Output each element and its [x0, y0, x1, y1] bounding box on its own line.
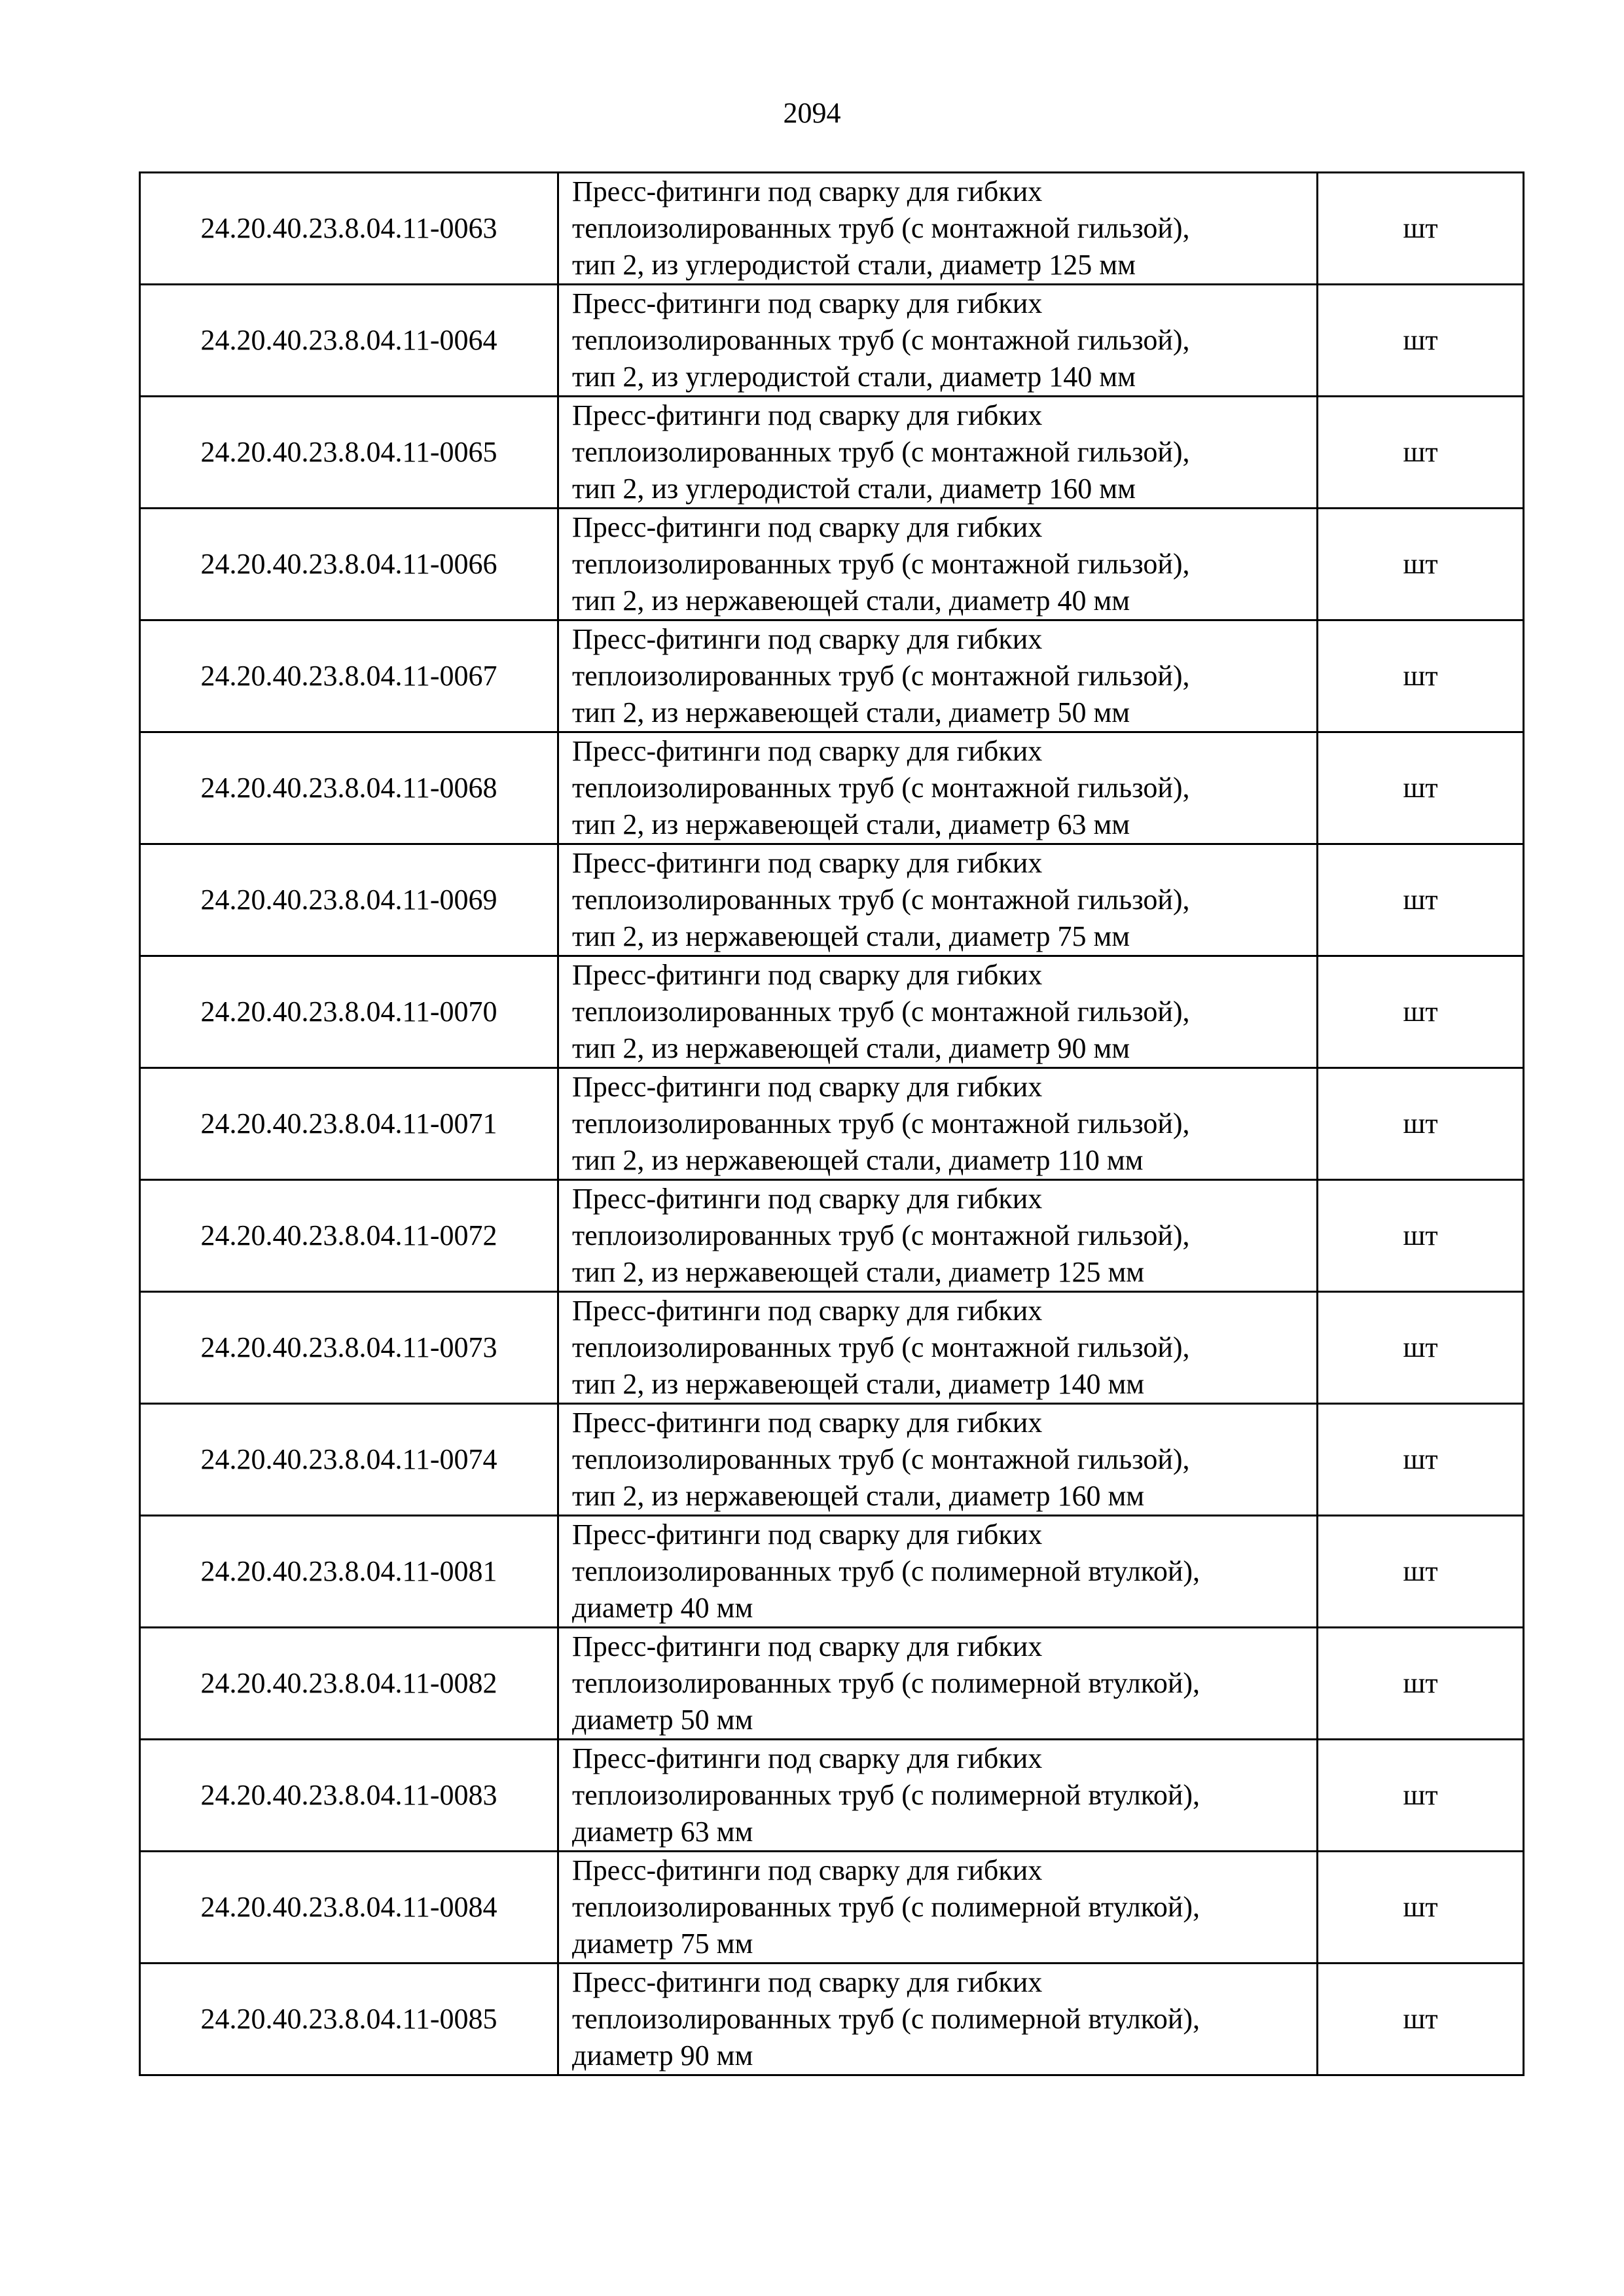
resource-table — [139, 171, 1525, 2076]
row-unit: шт — [1318, 397, 1524, 509]
row-unit: шт — [1318, 285, 1524, 397]
row-unit: шт — [1318, 956, 1524, 1068]
description-line: тип 2, из нержавеющей стали, диаметр 75 мм — [572, 920, 1130, 952]
description-line: Пресс-фитинги под сварку для гибких — [572, 1407, 1043, 1439]
table-row — [140, 620, 1524, 732]
row-unit: шт — [1318, 732, 1524, 844]
description-line: теплоизолированных труб (с монтажной гильзой), — [572, 548, 1190, 580]
row-description — [558, 844, 1318, 956]
table-row — [140, 397, 1524, 509]
description-line: тип 2, из углеродистой стали, диаметр 125 мм — [572, 249, 1136, 281]
table-row — [140, 1404, 1524, 1516]
row-description — [558, 1628, 1318, 1740]
description-line: тип 2, из нержавеющей стали, диаметр 90 мм — [572, 1032, 1130, 1064]
description-line: теплоизолированных труб (с полимерной втулкой), — [572, 2003, 1200, 2035]
table-row — [140, 1852, 1524, 1964]
row-code: 24.20.40.23.8.04.11-0081 — [140, 1516, 558, 1628]
description-line: теплоизолированных труб (с монтажной гильзой), — [572, 996, 1190, 1028]
row-code: 24.20.40.23.8.04.11-0063 — [140, 173, 558, 285]
description-line: диаметр 75 мм — [572, 1928, 753, 1960]
description-line: Пресс-фитинги под сварку для гибких — [572, 1071, 1043, 1103]
description-line: диаметр 63 мм — [572, 1816, 753, 1848]
table-row — [140, 509, 1524, 620]
row-code: 24.20.40.23.8.04.11-0073 — [140, 1292, 558, 1404]
row-description — [558, 1404, 1318, 1516]
table-row — [140, 173, 1524, 285]
description-line: теплоизолированных труб (с полимерной втулкой), — [572, 1667, 1200, 1699]
description-line: диаметр 40 мм — [572, 1592, 753, 1624]
description-line: теплоизолированных труб (с монтажной гильзой), — [572, 212, 1190, 244]
description-line: Пресс-фитинги под сварку для гибких — [572, 511, 1043, 543]
table-row — [140, 285, 1524, 397]
row-code: 24.20.40.23.8.04.11-0083 — [140, 1740, 558, 1852]
description-line: Пресс-фитинги под сварку для гибких — [572, 847, 1043, 879]
description-line: диаметр 90 мм — [572, 2039, 753, 2072]
description-line: теплоизолированных труб (с монтажной гильзой), — [572, 772, 1190, 804]
row-description — [558, 1292, 1318, 1404]
table-body — [140, 173, 1524, 2075]
description-line: тип 2, из нержавеющей стали, диаметр 110 мм — [572, 1144, 1144, 1176]
description-line: теплоизолированных труб (с монтажной гильзой), — [572, 1443, 1190, 1475]
page-number: 2094 — [783, 97, 841, 129]
row-description — [558, 173, 1318, 285]
row-description — [558, 1068, 1318, 1180]
description-line: теплоизолированных труб (с монтажной гильзой), — [572, 1219, 1190, 1251]
description-line: тип 2, из углеродистой стали, диаметр 160 мм — [572, 473, 1136, 505]
table-row — [140, 1068, 1524, 1180]
table-row — [140, 732, 1524, 844]
row-unit: шт — [1318, 1068, 1524, 1180]
table-row — [140, 1516, 1524, 1628]
row-description — [558, 732, 1318, 844]
row-description — [558, 509, 1318, 620]
table-row — [140, 1964, 1524, 2075]
description-line: теплоизолированных труб (с монтажной гильзой), — [572, 1107, 1190, 1139]
table-row — [140, 1740, 1524, 1852]
row-unit: шт — [1318, 620, 1524, 732]
row-code: 24.20.40.23.8.04.11-0068 — [140, 732, 558, 844]
description-line: теплоизолированных труб (с полимерной втулкой), — [572, 1891, 1200, 1923]
description-line: теплоизолированных труб (с полимерной втулкой), — [572, 1555, 1200, 1587]
description-line: Пресс-фитинги под сварку для гибких — [572, 1518, 1043, 1551]
row-description — [558, 1740, 1318, 1852]
row-unit: шт — [1318, 1852, 1524, 1964]
description-line: тип 2, из нержавеющей стали, диаметр 40 мм — [572, 584, 1130, 617]
row-unit: шт — [1318, 844, 1524, 956]
row-description — [558, 1964, 1318, 2075]
row-description — [558, 1516, 1318, 1628]
description-line: Пресс-фитинги под сварку для гибких — [572, 1295, 1043, 1327]
description-line: теплоизолированных труб (с монтажной гильзой), — [572, 660, 1190, 692]
row-code: 24.20.40.23.8.04.11-0074 — [140, 1404, 558, 1516]
row-description — [558, 397, 1318, 509]
table-row — [140, 956, 1524, 1068]
row-unit: шт — [1318, 509, 1524, 620]
row-code: 24.20.40.23.8.04.11-0065 — [140, 397, 558, 509]
row-code: 24.20.40.23.8.04.11-0070 — [140, 956, 558, 1068]
description-line: Пресс-фитинги под сварку для гибких — [572, 1183, 1043, 1215]
table-row — [140, 1292, 1524, 1404]
description-line: Пресс-фитинги под сварку для гибких — [572, 1742, 1043, 1774]
description-line: тип 2, из нержавеющей стали, диаметр 125 мм — [572, 1256, 1145, 1288]
row-description — [558, 1180, 1318, 1292]
description-line: теплоизолированных труб (с монтажной гильзой), — [572, 1331, 1190, 1363]
description-line: диаметр 50 мм — [572, 1704, 753, 1736]
row-unit: шт — [1318, 1404, 1524, 1516]
description-line: Пресс-фитинги под сварку для гибких — [572, 735, 1043, 767]
description-line: тип 2, из нержавеющей стали, диаметр 140 мм — [572, 1368, 1145, 1400]
description-line: тип 2, из нержавеющей стали, диаметр 63 мм — [572, 808, 1130, 840]
row-description — [558, 956, 1318, 1068]
description-line: тип 2, из углеродистой стали, диаметр 140 мм — [572, 361, 1136, 393]
row-description — [558, 620, 1318, 732]
description-line: теплоизолированных труб (с монтажной гильзой), — [572, 436, 1190, 468]
row-description — [558, 285, 1318, 397]
row-unit: шт — [1318, 1292, 1524, 1404]
description-line: теплоизолированных труб (с монтажной гильзой), — [572, 884, 1190, 916]
description-line: тип 2, из нержавеющей стали, диаметр 160 мм — [572, 1480, 1145, 1512]
table-row — [140, 1180, 1524, 1292]
row-unit: шт — [1318, 1740, 1524, 1852]
row-code: 24.20.40.23.8.04.11-0084 — [140, 1852, 558, 1964]
description-line: Пресс-фитинги под сварку для гибких — [572, 399, 1043, 431]
row-code: 24.20.40.23.8.04.11-0072 — [140, 1180, 558, 1292]
description-line: теплоизолированных труб (с монтажной гильзой), — [572, 324, 1190, 356]
description-line: Пресс-фитинги под сварку для гибких — [572, 175, 1043, 207]
table-row — [140, 844, 1524, 956]
row-unit: шт — [1318, 1964, 1524, 2075]
description-line: Пресс-фитинги под сварку для гибких — [572, 1966, 1043, 1998]
row-code: 24.20.40.23.8.04.11-0069 — [140, 844, 558, 956]
row-code: 24.20.40.23.8.04.11-0066 — [140, 509, 558, 620]
table-row — [140, 1628, 1524, 1740]
description-line: Пресс-фитинги под сварку для гибких — [572, 959, 1043, 991]
description-line: Пресс-фитинги под сварку для гибких — [572, 287, 1043, 319]
description-line: теплоизолированных труб (с полимерной втулкой), — [572, 1779, 1200, 1811]
row-code: 24.20.40.23.8.04.11-0082 — [140, 1628, 558, 1740]
row-code: 24.20.40.23.8.04.11-0067 — [140, 620, 558, 732]
row-code: 24.20.40.23.8.04.11-0071 — [140, 1068, 558, 1180]
description-line: тип 2, из нержавеющей стали, диаметр 50 мм — [572, 696, 1130, 728]
row-unit: шт — [1318, 1516, 1524, 1628]
row-description — [558, 1852, 1318, 1964]
row-code: 24.20.40.23.8.04.11-0085 — [140, 1964, 558, 2075]
row-unit: шт — [1318, 173, 1524, 285]
description-line: Пресс-фитинги под сварку для гибких — [572, 623, 1043, 655]
row-code: 24.20.40.23.8.04.11-0064 — [140, 285, 558, 397]
row-unit: шт — [1318, 1628, 1524, 1740]
row-unit: шт — [1318, 1180, 1524, 1292]
description-line: Пресс-фитинги под сварку для гибких — [572, 1630, 1043, 1662]
description-line: Пресс-фитинги под сварку для гибких — [572, 1854, 1043, 1886]
